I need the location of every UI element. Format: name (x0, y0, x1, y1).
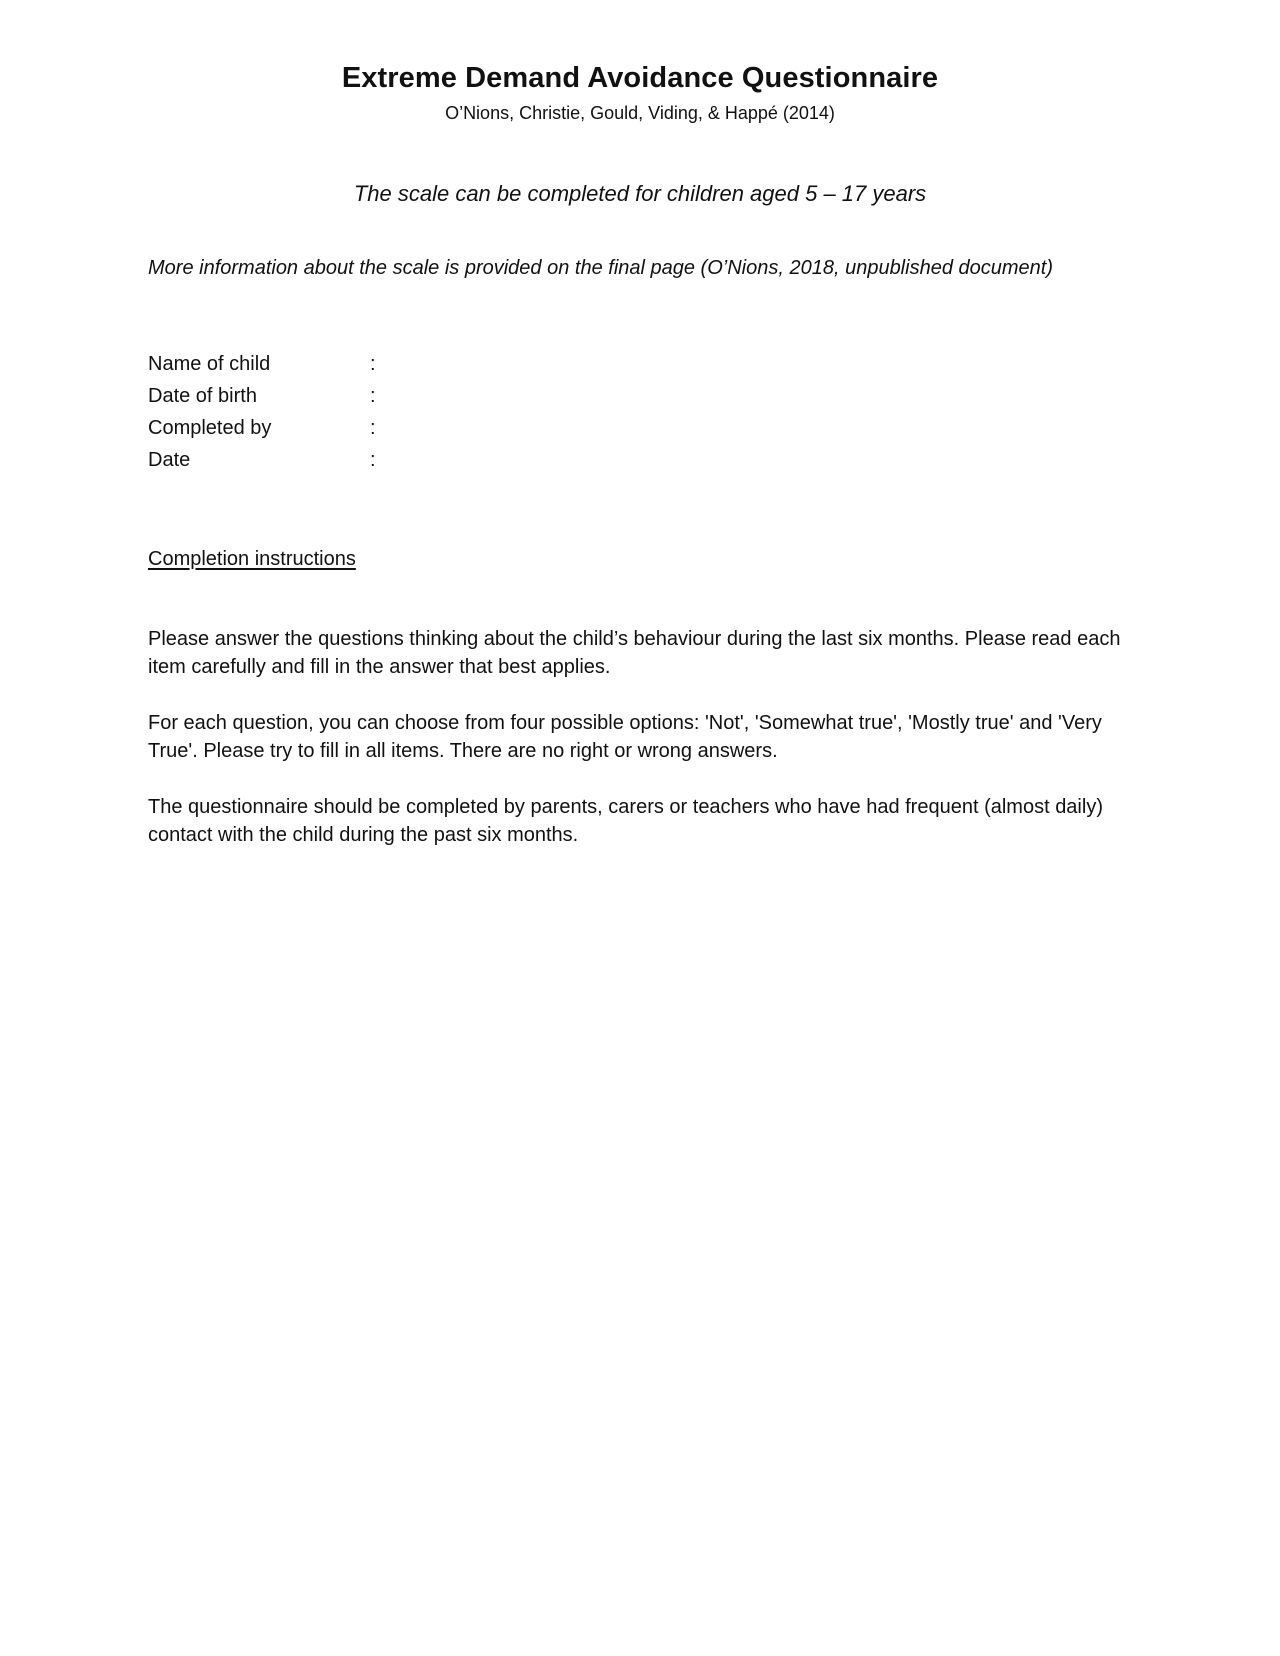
instructions-heading: Completion instructions (148, 548, 356, 570)
instructions-paragraph: Please answer the questions thinking about the child’s behaviour during the last six months. Please read each item carefully and fill in the answer that best applies. (148, 628, 1121, 678)
document-authors: O’Nions, Christie, Gould, Viding, & Happé (2014) (445, 103, 835, 123)
field-name-of-child (148, 353, 390, 385)
field-separator: : (370, 417, 376, 439)
field-label: Date (148, 449, 191, 471)
field-separator: : (370, 385, 376, 407)
field-label: Date of birth (148, 385, 257, 407)
field-separator: : (370, 353, 376, 375)
age-range-note: The scale can be completed for children aged 5 – 17 years (353, 181, 927, 206)
instructions-body (148, 625, 1133, 877)
respondent-fields (148, 353, 390, 481)
instructions-paragraph: For each question, you can choose from four possible options: 'Not', 'Somewhat true', 'Mostly true' and 'Very True'. Please try to fill in all items. There are no right or wrong answers. (148, 712, 1102, 762)
field-date-of-birth (148, 385, 390, 417)
field-date (148, 449, 390, 481)
more-info-note: More information about the scale is provided on the final page (O’Nions, 2018, unpublished document) (148, 257, 1053, 279)
instructions-paragraph: The questionnaire should be completed by parents, carers or teachers who have had frequent (almost daily) contact with the child during the past six months. (148, 796, 1103, 846)
document-title: Extreme Demand Avoidance Questionnaire (341, 62, 939, 94)
field-separator: : (370, 449, 376, 471)
field-completed-by (148, 417, 390, 449)
field-label: Completed by (148, 417, 272, 439)
field-label: Name of child (148, 353, 271, 375)
